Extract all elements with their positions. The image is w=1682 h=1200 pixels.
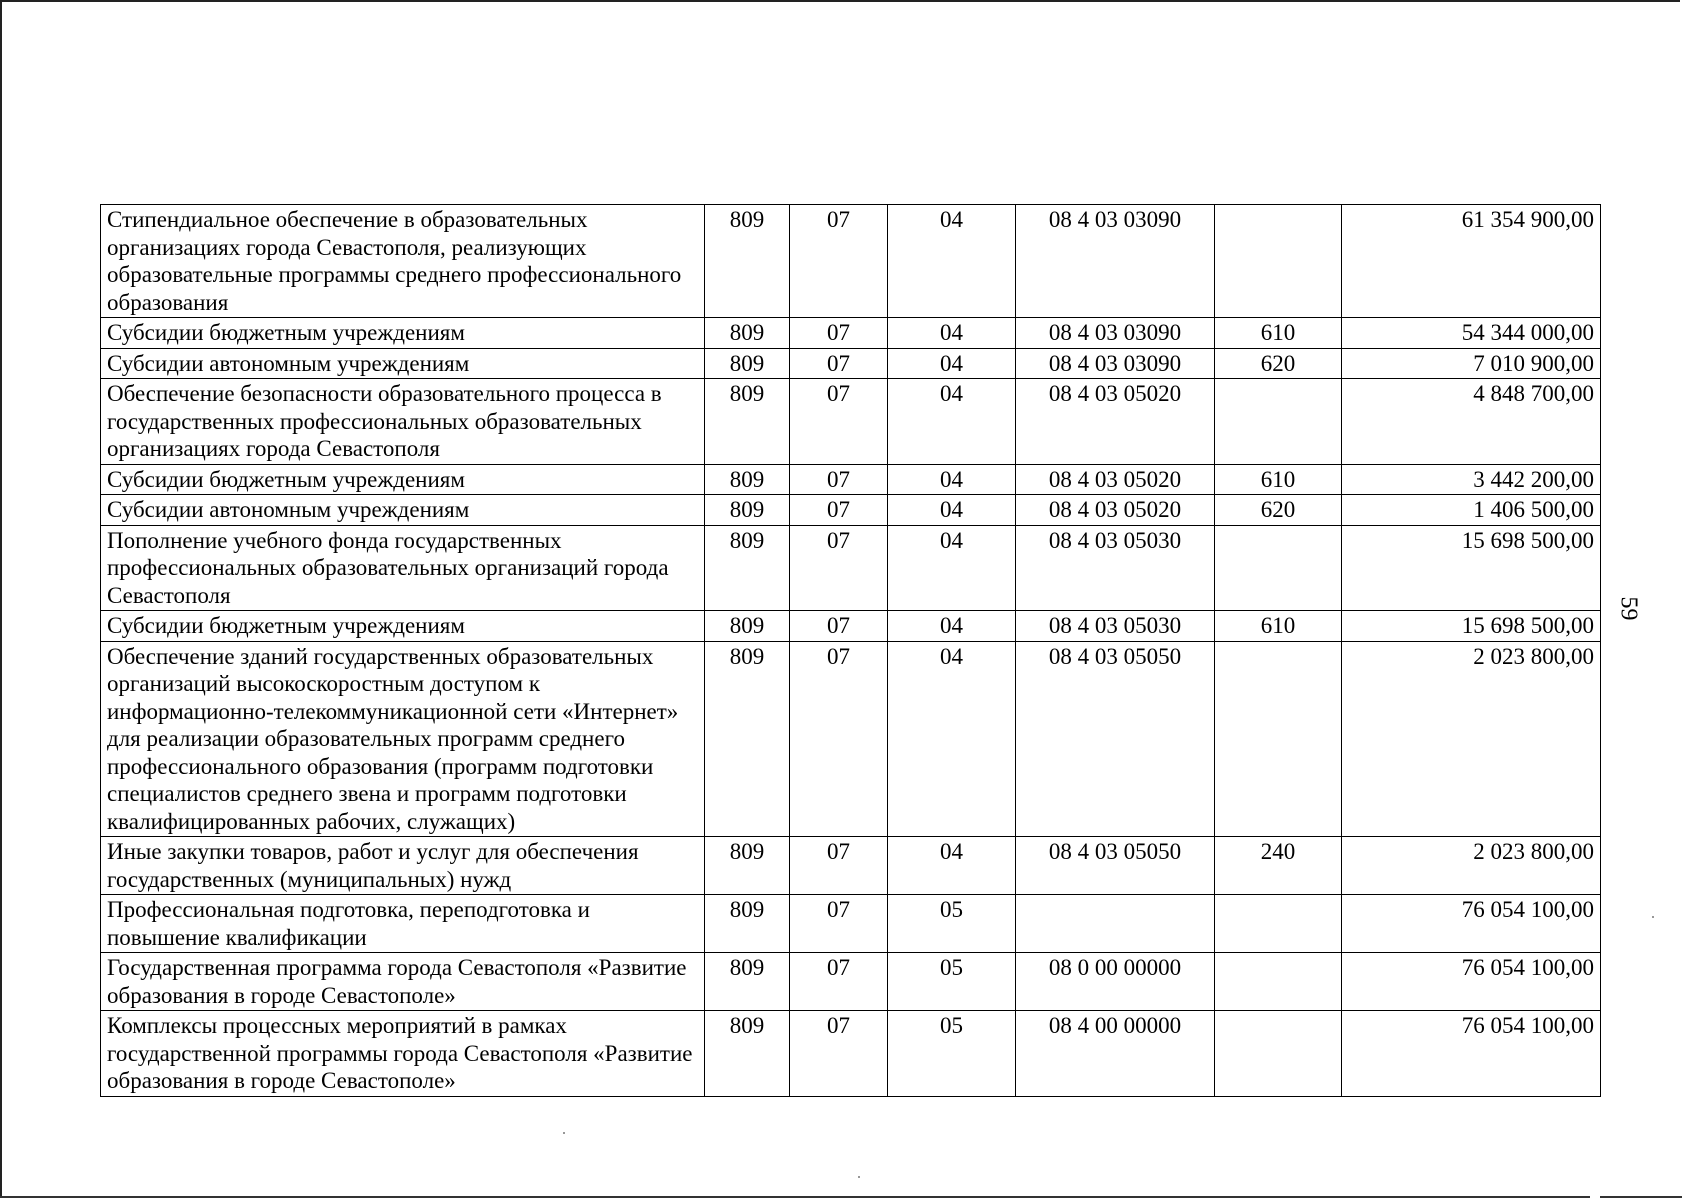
- cell-csr: 08 4 03 05050: [1016, 837, 1215, 895]
- cell-rz: 07: [790, 464, 888, 495]
- cell-vr: 620: [1215, 348, 1342, 379]
- cell-rz: 07: [790, 1011, 888, 1097]
- table-row: [101, 895, 1601, 953]
- cell-vr: [1215, 205, 1342, 318]
- cell-pr: 04: [888, 318, 1016, 349]
- cell-vr: [1215, 1011, 1342, 1097]
- cell-amount: 15 698 500,00: [1342, 611, 1601, 642]
- cell-ved: 809: [705, 205, 790, 318]
- cell-rz: 07: [790, 318, 888, 349]
- scan-speck: [1652, 916, 1654, 918]
- cell-csr: 08 4 03 05030: [1016, 611, 1215, 642]
- cell-csr: 08 4 03 05030: [1016, 525, 1215, 611]
- cell-name: Субсидии бюджетным учреждениям: [101, 611, 705, 642]
- cell-csr: 08 4 03 05020: [1016, 464, 1215, 495]
- table-row: [101, 641, 1601, 837]
- cell-rz: 07: [790, 611, 888, 642]
- table-row: [101, 495, 1601, 526]
- cell-rz: 07: [790, 348, 888, 379]
- cell-amount: 1 406 500,00: [1342, 495, 1601, 526]
- page-number: 59: [1615, 596, 1642, 621]
- cell-csr: 08 4 03 03090: [1016, 348, 1215, 379]
- cell-pr: 04: [888, 641, 1016, 837]
- table-row: [101, 318, 1601, 349]
- cell-pr: 04: [888, 464, 1016, 495]
- table-row: [101, 379, 1601, 465]
- cell-name: Пополнение учебного фонда государственных профессиональных образовательных организаций города Севастополя: [101, 525, 705, 611]
- cell-ved: 809: [705, 1011, 790, 1097]
- cell-pr: 05: [888, 953, 1016, 1011]
- cell-vr: [1215, 895, 1342, 953]
- cell-name: Профессиональная подготовка, переподготовка и повышение квалификации: [101, 895, 705, 953]
- cell-rz: 07: [790, 495, 888, 526]
- cell-vr: [1215, 379, 1342, 465]
- cell-ved: 809: [705, 611, 790, 642]
- cell-name: Государственная программа города Севастополя «Развитие образования в городе Севастополе»: [101, 953, 705, 1011]
- cell-name: Субсидии бюджетным учреждениям: [101, 318, 705, 349]
- cell-ved: 809: [705, 837, 790, 895]
- cell-csr: 08 4 03 05020: [1016, 379, 1215, 465]
- cell-pr: 04: [888, 495, 1016, 526]
- table-row: [101, 837, 1601, 895]
- scan-bottom-edge: [0, 1196, 1590, 1198]
- cell-rz: 07: [790, 525, 888, 611]
- cell-vr: 610: [1215, 611, 1342, 642]
- scan-bottom-edge-right: [1600, 1196, 1682, 1198]
- cell-csr: 08 0 00 00000: [1016, 953, 1215, 1011]
- cell-ved: 809: [705, 318, 790, 349]
- cell-name: Обеспечение безопасности образовательного процесса в государственных профессиональных образовательных организациях города Севастополя: [101, 379, 705, 465]
- cell-amount: 3 442 200,00: [1342, 464, 1601, 495]
- cell-ved: 809: [705, 895, 790, 953]
- table-row: [101, 1011, 1601, 1097]
- cell-amount: 7 010 900,00: [1342, 348, 1601, 379]
- cell-rz: 07: [790, 379, 888, 465]
- cell-pr: 05: [888, 1011, 1016, 1097]
- cell-pr: 04: [888, 837, 1016, 895]
- cell-rz: 07: [790, 953, 888, 1011]
- cell-name: Иные закупки товаров, работ и услуг для обеспечения государственных (муниципальных) нужд: [101, 837, 705, 895]
- cell-pr: 04: [888, 611, 1016, 642]
- cell-rz: 07: [790, 895, 888, 953]
- cell-ved: 809: [705, 495, 790, 526]
- cell-ved: 809: [705, 464, 790, 495]
- table-row: [101, 611, 1601, 642]
- cell-name: Субсидии бюджетным учреждениям: [101, 464, 705, 495]
- cell-pr: 04: [888, 205, 1016, 318]
- cell-name: Комплексы процессных мероприятий в рамках государственной программы города Севастополя «Развитие образования в городе Севастополе»: [101, 1011, 705, 1097]
- cell-csr: 08 4 03 05020: [1016, 495, 1215, 526]
- cell-pr: 05: [888, 895, 1016, 953]
- cell-rz: 07: [790, 837, 888, 895]
- cell-amount: 61 354 900,00: [1342, 205, 1601, 318]
- table-row: [101, 953, 1601, 1011]
- budget-table: [100, 204, 1601, 1097]
- cell-amount: 76 054 100,00: [1342, 1011, 1601, 1097]
- cell-csr: 08 4 00 00000: [1016, 1011, 1215, 1097]
- cell-ved: 809: [705, 953, 790, 1011]
- cell-ved: 809: [705, 379, 790, 465]
- cell-vr: [1215, 641, 1342, 837]
- cell-amount: 2 023 800,00: [1342, 837, 1601, 895]
- cell-csr: 08 4 03 03090: [1016, 318, 1215, 349]
- table-row: [101, 348, 1601, 379]
- cell-vr: [1215, 525, 1342, 611]
- scan-speck: [858, 1176, 860, 1178]
- cell-pr: 04: [888, 525, 1016, 611]
- cell-amount: 54 344 000,00: [1342, 318, 1601, 349]
- cell-amount: 15 698 500,00: [1342, 525, 1601, 611]
- table-row: [101, 464, 1601, 495]
- table-row: [101, 205, 1601, 318]
- cell-ved: 809: [705, 348, 790, 379]
- cell-amount: 4 848 700,00: [1342, 379, 1601, 465]
- cell-amount: 76 054 100,00: [1342, 953, 1601, 1011]
- cell-name: Субсидии автономным учреждениям: [101, 495, 705, 526]
- cell-amount: 2 023 800,00: [1342, 641, 1601, 837]
- cell-amount: 76 054 100,00: [1342, 895, 1601, 953]
- cell-pr: 04: [888, 348, 1016, 379]
- cell-csr: 08 4 03 03090: [1016, 205, 1215, 318]
- cell-rz: 07: [790, 205, 888, 318]
- cell-csr: 08 4 03 05050: [1016, 641, 1215, 837]
- cell-csr: [1016, 895, 1215, 953]
- cell-vr: 620: [1215, 495, 1342, 526]
- table-row: [101, 525, 1601, 611]
- cell-vr: [1215, 953, 1342, 1011]
- scan-speck: [563, 1132, 565, 1134]
- cell-ved: 809: [705, 525, 790, 611]
- table-body: [101, 205, 1601, 1097]
- cell-name: Стипендиальное обеспечение в образовательных организациях города Севастополя, реализующих образовательные программы среднего профессионального образования: [101, 205, 705, 318]
- cell-vr: 240: [1215, 837, 1342, 895]
- cell-vr: 610: [1215, 464, 1342, 495]
- cell-vr: 610: [1215, 318, 1342, 349]
- cell-name: Обеспечение зданий государственных образовательных организаций высокоскоростным доступом к информационно-телекоммуникационной сети «Интернет» для реализации образовательных программ среднего профессионального образования (программ подготовки специалистов среднего звена и программ подготовки квалифицированных рабочих, служащих): [101, 641, 705, 837]
- cell-rz: 07: [790, 641, 888, 837]
- cell-ved: 809: [705, 641, 790, 837]
- cell-pr: 04: [888, 379, 1016, 465]
- cell-name: Субсидии автономным учреждениям: [101, 348, 705, 379]
